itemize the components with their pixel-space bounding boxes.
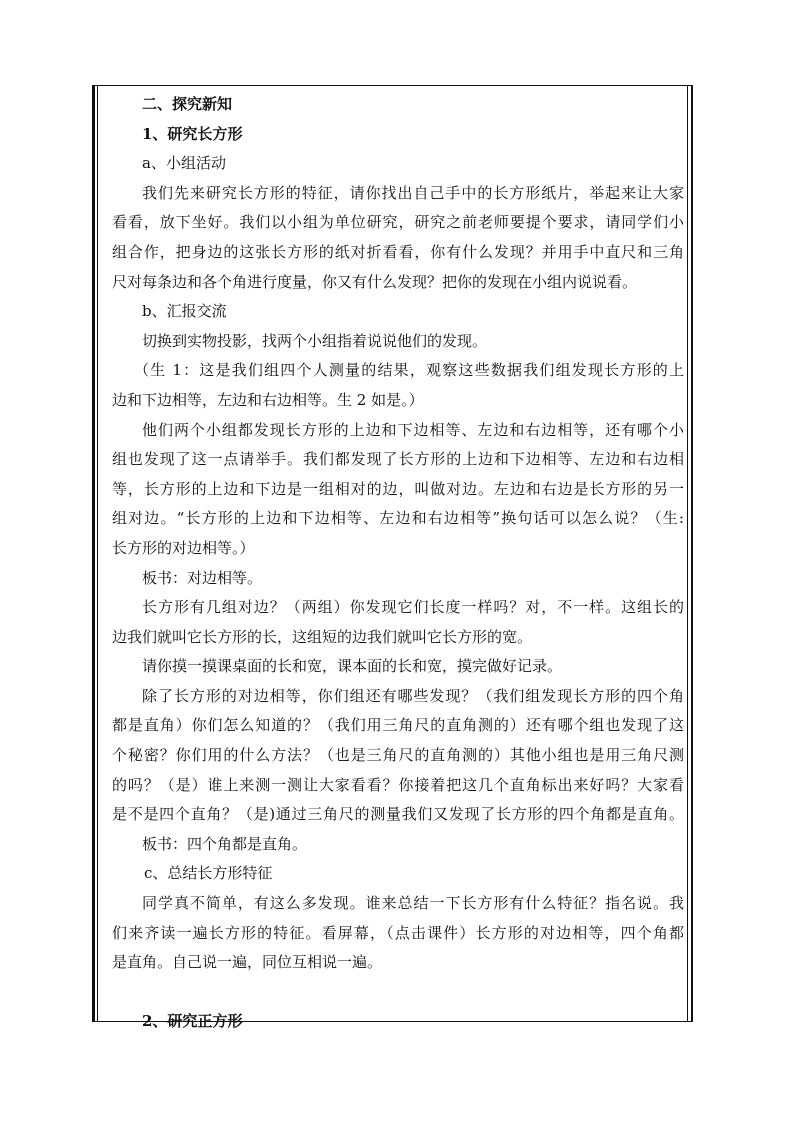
paragraph-line: 切换到实物投影，找两个小组指着说说他们的发现。 — [142, 331, 488, 350]
part-c-heading: c、总结长方形特征 — [144, 864, 273, 883]
paragraph-line: 看看，放下坐好。我们以小组为单位研究，研究之前老师要提个要求，请同学们小 — [112, 213, 684, 232]
paragraph-line: 长方形的对边相等。） — [112, 538, 255, 557]
part-b-heading: b、汇报交流 — [142, 302, 227, 321]
paragraph-line: 组对边。“长方形的上边和下边相等、左边和右边相等”换句话可以怎么说？（生: — [112, 509, 684, 528]
paragraph-line: （生 1：这是我们组四个人测量的结果，观察这些数据我们组发现长方形的上 — [134, 361, 684, 380]
subsection-title-rectangle: 1、研究长方形 — [142, 124, 243, 143]
paragraph-line: 边我们就叫它长方形的长，这组短的边我们就叫它长方形的宽。 — [112, 627, 533, 646]
paragraph-line: 是不是四个直角？（是)通过三角尺的测量我们又发现了长方形的四个角都是直角。 — [112, 805, 684, 824]
paragraph-line: 边和下边相等，左边和右边相等。生 2 如是。） — [112, 390, 424, 409]
paragraph-line: 的吗？（是）谁上来测一测让大家看看？你接着把这几个直角标出来好吗？大家看 — [112, 775, 684, 794]
document-body — [112, 90, 684, 1037]
paragraph-line: 请你摸一摸课桌面的长和宽，课本面的长和宽，摸完做好记录。 — [142, 657, 563, 676]
paragraph-line: 除了长方形的对边相等，你们组还有哪些发现？（我们组发现长方形的四个角 — [142, 686, 684, 705]
paragraph-line: 尺对每条边和各个角进行度量，你又有什么发现？把你的发现在小组内说说看。 — [112, 272, 638, 291]
paragraph-line: 长方形有几组对边？（两组）你发现它们长度一样吗？对，不一样。这组长的 — [142, 598, 684, 617]
board-note: 板书：对边相等。 — [142, 568, 263, 587]
subsection-title-square: 2、研究正方形 — [142, 1012, 243, 1031]
paragraph-line: 我们先来研究长方形的特征，请你找出自己手中的长方形纸片，举起来让大家 — [142, 183, 684, 202]
paragraph-line: 组合作，把身边的这张长方形的纸对折看看，你有什么发现？并用手中直尺和三角 — [112, 242, 684, 261]
paragraph-line: 们来齐读一遍长方形的特征。看屏幕，（点击课件）长方形的对边相等，四个角都 — [112, 923, 684, 942]
paragraph-line: 他们两个小组都发现长方形的上边和下边相等、左边和右边相等，还有哪个小 — [142, 420, 684, 439]
paragraph-line: 同学真不简单，有这么多发现。谁来总结一下长方形有什么特征？指名说。我 — [142, 894, 684, 913]
paragraph-line: 组也发现了这一点请举手。我们都发现了长方形的上边和下边相等、左边和右边相 — [112, 450, 684, 469]
paragraph-line: 都是直角）你们怎么知道的？（我们用三角尺的直角测的）还有哪个组也发现了这 — [112, 716, 684, 735]
part-a-heading: a、小组活动 — [142, 154, 226, 173]
section-title: 二、探究新知 — [142, 95, 233, 113]
paragraph-line: 是直角。自己说一遍，同位互相说一遍。 — [112, 953, 383, 972]
paragraph-line: 等，长方形的上边和下边是一组相对的边，叫做对边。左边和右边是长方形的另一 — [112, 479, 684, 498]
board-note: 板书：四个角都是直角。 — [142, 834, 308, 853]
paragraph-line: 个秘密？你们用的什么方法？（也是三角尺的直角测的）其他小组也是用三角尺测 — [112, 746, 684, 765]
blank-line — [112, 978, 684, 1008]
